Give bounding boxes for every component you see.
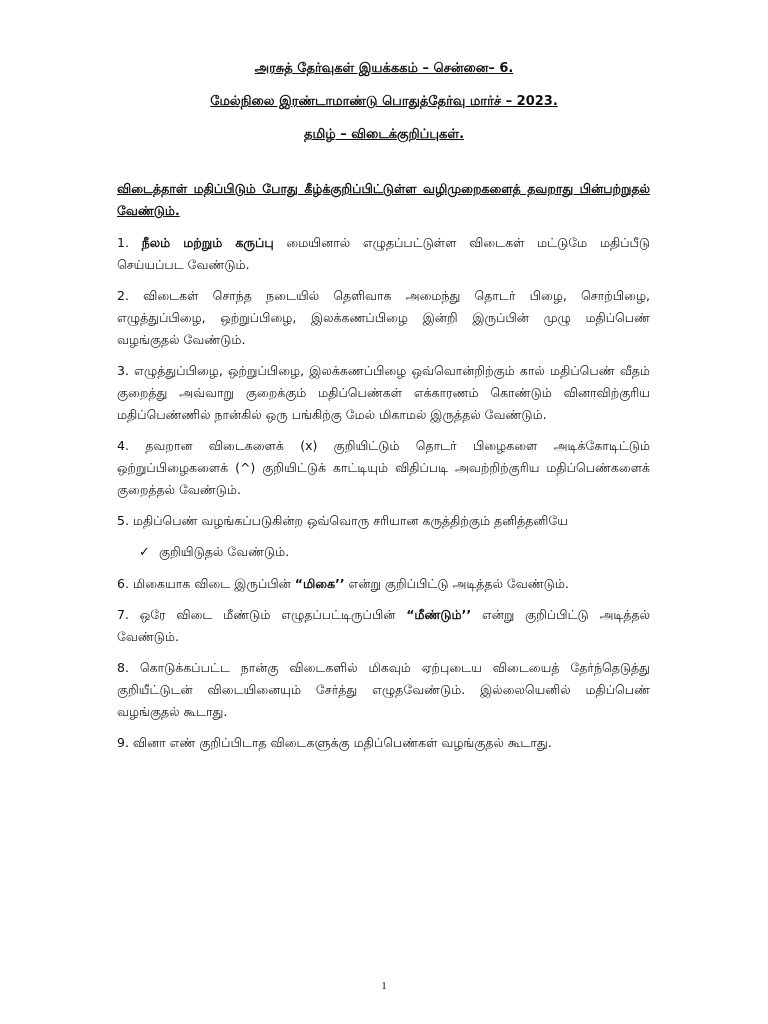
instruction-item-4: 4. தவறான விடைகளைக் (x) குறியிட்டும் தொடர் பிழைகளை அடிக்கோடிட்டும் ஒற்றுப்பிழைகளைக் (^) குறியிட்டுக் காட்டியும் விதிப்படி அவற்றிற்குரிய மதிப்பெண்களைக் குறைத்தல் வேண்டும். (117, 438, 650, 497)
instruction-item-5: 5. மதிப்பெண் வழங்கப்படுகின்ற ஒவ்வொரு சரியான கருத்திற்கும் தனித்தனியே (117, 513, 568, 528)
header-title-directorate: அரசுத் தேர்வுகள் இயக்ககம் – சென்னை– 6. (254, 61, 514, 76)
document-body (117, 178, 650, 763)
instruction-1-text: மையினால் எழுதப்பட்டுள்ள விடைகள் மட்டுமே மதிப்பீடு செய்யப்பட வேண்டும். (117, 235, 651, 272)
checkmark-icon: ✓ (139, 545, 150, 560)
instruction-6-text: 6. மிகையாக விடை இருப்பின் (117, 576, 295, 591)
instruction-item-1 (117, 232, 650, 276)
instruction-7-emphasis: “மீண்டும்’’ (406, 607, 472, 622)
instruction-item-9: 9. வினா எண் குறிப்பிடாத விடைகளுக்கு மதிப்பெண்கள் வழங்குதல் கூடாது. (117, 735, 552, 750)
instruction-6-emphasis: “மிகை’’ (294, 576, 345, 591)
instruction-item-2: 2. விடைகள் சொந்த நடையில் தெளிவாக அமைந்து தொடர் பிழை, சொற்பிழை, எழுத்துப்பிழை, ஒற்றுப்பிழை, இலக்கணப்பிழை இன்றி இருப்பின் முழு மதிப்பெண் வழங்குதல் வேண்டும். (117, 288, 650, 347)
instruction-item-8: 8. கொடுக்கப்பட்ட நான்கு விடைகளில் மிகவும் ஏற்புடைய விடையைத் தேர்ந்தெடுத்து குறியீட்டுடன் விடையினையும் சேர்த்து எழுதவேண்டும். இல்லையெனில் மதிப்பெண் வழங்குதல் கூடாது. (117, 660, 650, 719)
instructions-heading: விடைத்தாள் மதிப்பிடும் போது கீழ்க்குறிப்பிட்டுள்ள வழிமுறைகளைத் தவறாது பின்பற்றுதல் வேண்டும். (117, 181, 650, 218)
document-header (0, 60, 768, 159)
instruction-item-6 (117, 573, 650, 595)
instruction-item-7 (117, 604, 650, 648)
instruction-7-text-end: என்று குறிப்பிட்டு அடித்தல் வேண்டும். (117, 607, 650, 644)
instruction-item-5-continued (139, 541, 650, 564)
instruction-1-number: 1. (117, 235, 129, 250)
instruction-6-text-end: என்று குறிப்பிட்டு அடித்தல் வேண்டும். (344, 576, 569, 591)
instruction-7-text: 7. ஒரே விடை மீண்டும் எழுதப்பட்டிருப்பின் (117, 607, 407, 622)
instruction-1-emphasis: நீலம் மற்றும் கருப்பு (141, 235, 274, 250)
page-number: 1 (381, 980, 387, 992)
instruction-5-check-text: குறியிடுதல் வேண்டும். (159, 544, 290, 559)
header-title-subject: தமிழ் – விடைக்குறிப்புகள். (303, 127, 465, 142)
header-title-exam: மேல்நிலை இரண்டாமாண்டு பொதுத்தேர்வு மார்ச் – 2023. (210, 94, 558, 109)
instruction-item-3: 3. எழுத்துப்பிழை, ஒற்றுப்பிழை, இலக்கணப்பிழை ஒவ்வொன்றிற்கும் கால் மதிப்பெண் வீதம் குறைத்து அவ்வாறு குறைக்கும் மதிப்பெண்கள் எக்காரணம் கொண்டும் வினாவிற்குரிய மதிப்பெண்ணில் நான்கில் ஒரு பங்கிற்கு மேல் மிகாமல் இருத்தல் வேண்டும். (117, 363, 650, 422)
